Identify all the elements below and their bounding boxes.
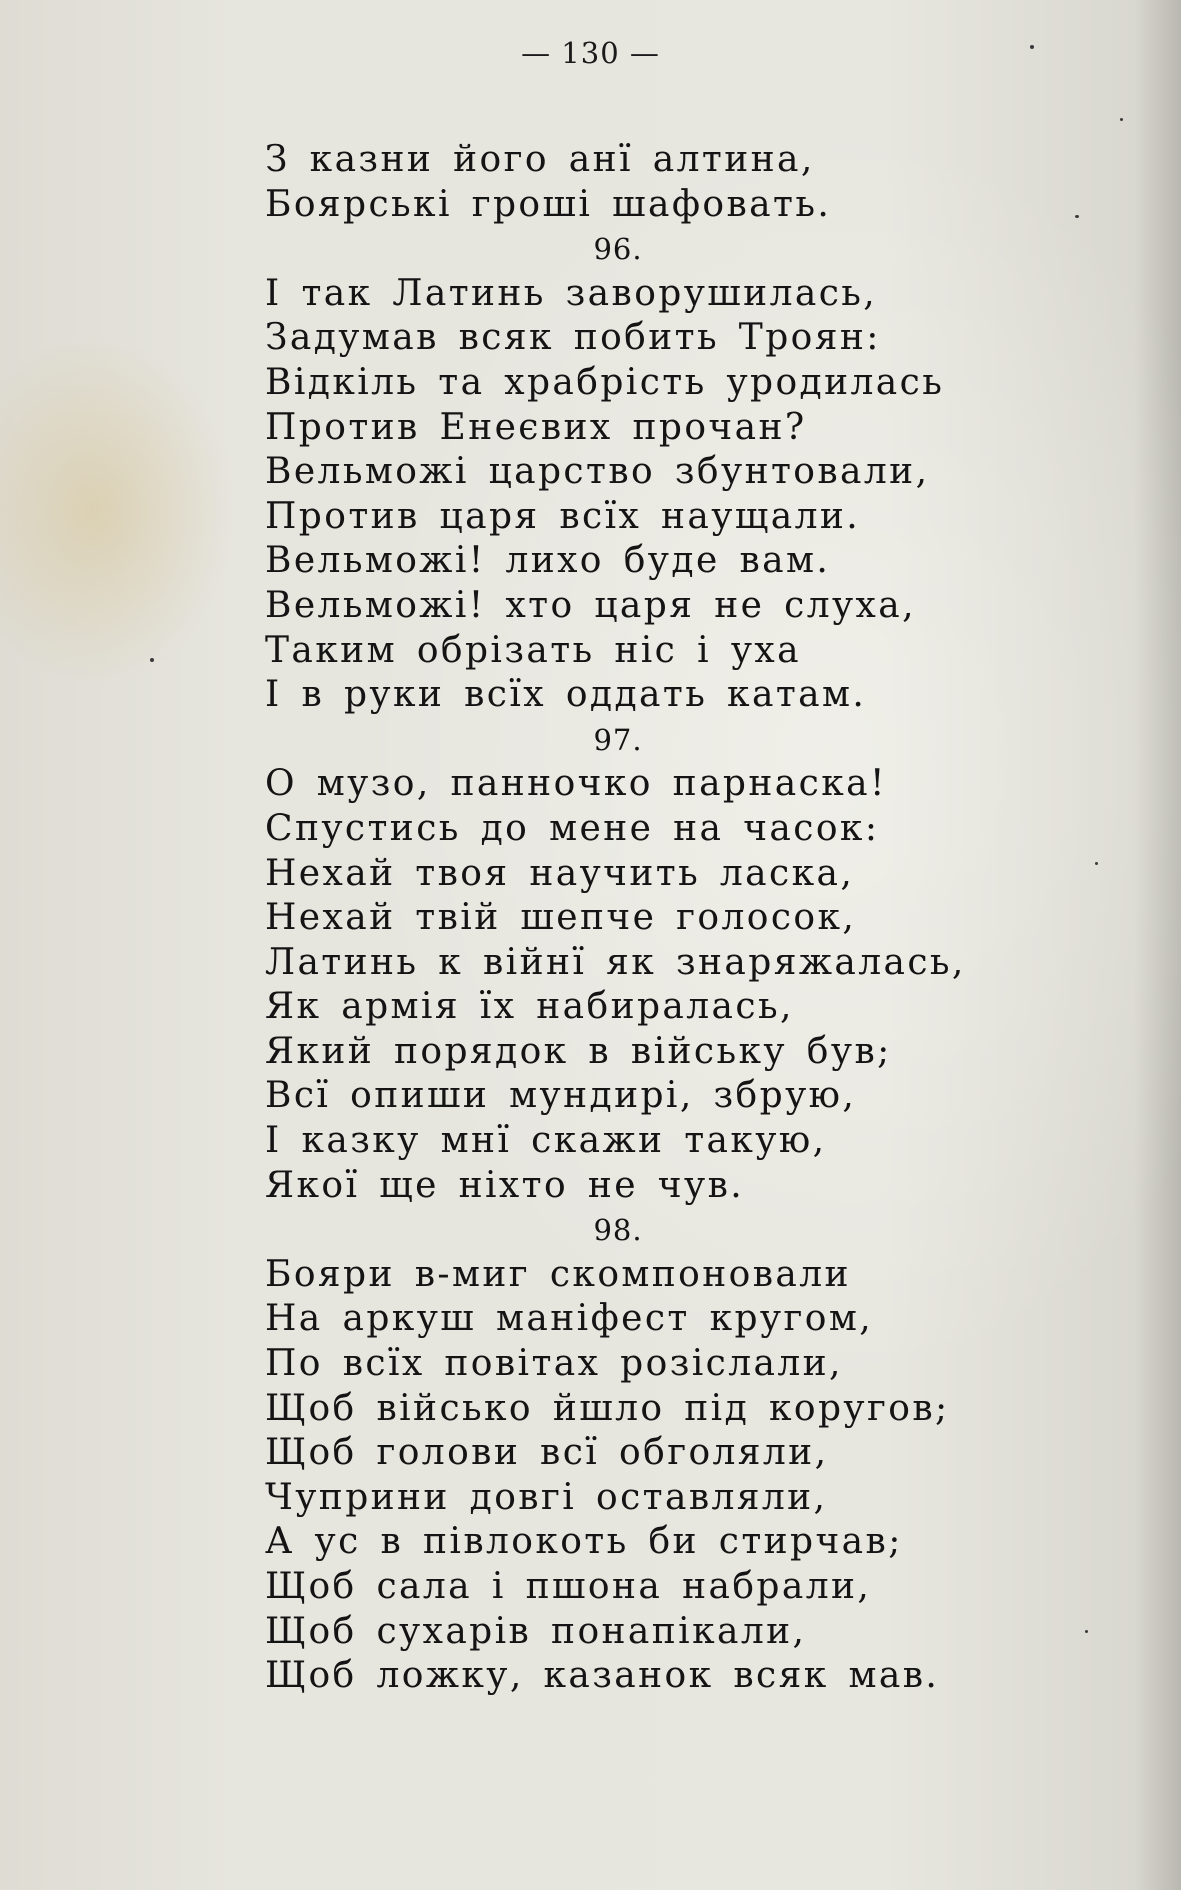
verse-line: Щоб ложку, казанок всяк мав. [265,1655,940,1697]
paper-speck [1075,215,1079,218]
stanza-number: 97. [593,722,643,757]
verse-line: Чуприни довгі оставляли, [265,1476,828,1518]
verse-line: Бояри в-миг скомпоновали [265,1253,851,1295]
verse-line: Задумав всяк побить Троян: [265,317,881,359]
verse-line: З казни його анї алтина, [265,139,815,180]
verse-line: Спустись до мене на часок: [265,807,880,849]
verse-line: Якої ще ніхто не чув. [265,1164,745,1206]
verse-line: Таким обрізать ніс і уха [265,629,801,671]
verse-line: По всїх повітах розіслали, [265,1343,843,1385]
paper-speck [1085,1630,1088,1633]
page-number: — 130 — [521,36,660,70]
verse-line: На аркуш маніфест кругом, [265,1298,874,1340]
paper-speck [1120,118,1123,121]
poem-text [265,138,1035,1699]
verse-line: I в руки всїх оддать катам. [265,674,867,716]
verse-line: Відкіль та храбрість уродилась [265,361,945,403]
verse-line: А ус в півлокоть би стирчав; [265,1521,903,1563]
verse-line: Латинь к війнї як знаряжалась, [265,941,966,983]
verse-line: Щоб голови всї обголяли, [265,1432,829,1474]
verse-line: I казку мнї скажи такую, [265,1120,827,1162]
verse-line: I так Латинь заворушилась, [265,272,878,314]
verse-line: О музо, панночко парнаска! [265,763,887,805]
paper-speck [1030,45,1034,49]
stanza-number: 98. [593,1213,643,1248]
verse-line: Вельможі царство збунтовали, [265,451,930,493]
paper-speck [1095,862,1098,865]
verse-line: Щоб сухарів понапікали, [265,1610,807,1652]
verse-line: Вельможі! лихо буде вам. [265,540,831,582]
verse-line: Як армія їх набиралась, [265,986,794,1028]
paper-speck [150,658,154,662]
stanza-number: 96. [593,232,643,267]
verse-line: Нехай твій шепче голосок, [265,897,857,939]
verse-line: Боярські гроші шафовать. [265,183,832,225]
verse-line: Щоб сала і пшона набрали, [265,1566,872,1607]
verse-line: Всї опиши мундирі, збрую, [265,1075,857,1117]
verse-line: Щоб військо йшло під коругов; [265,1387,950,1429]
verse-line: Нехай твоя научить ласка, [265,852,855,894]
verse-line: Против Енеєвих прочан? [265,406,807,448]
verse-line: Який порядок в війську був; [265,1030,892,1072]
verse-line: Вельможі! хто царя не слуха, [265,584,916,626]
verse-line: Против царя всїх наущали. [265,495,861,537]
